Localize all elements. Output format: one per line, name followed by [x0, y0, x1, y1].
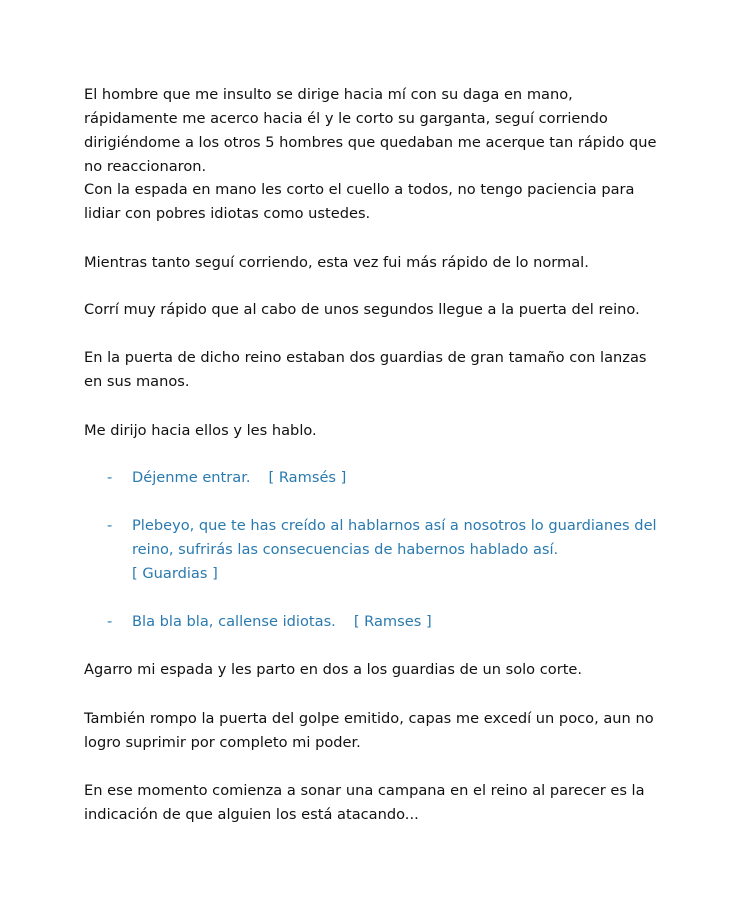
dialogue-speaker: [ Guardias ]: [132, 565, 218, 582]
dialogue-text: Déjenme entrar.: [132, 469, 251, 486]
paragraph: Con la espada en mano les corto el cuello a todos, no tengo paciencia para lidiar con pobres idiotas como ustedes.: [84, 181, 635, 222]
paragraph: El hombre que me insulto se dirige hacia mí con su daga en mano, rápidamente me acerco hacia él y le corto su garganta, seguí corriendo dirigiéndome a los otros 5 hombres que quedaban me acerque tan rápido que no reaccionaron.: [84, 86, 657, 175]
paragraph: También rompo la puerta del golpe emitido, capas me excedí un poco, aun no logro suprimir por completo mi poder.: [84, 710, 654, 751]
paragraph: Me dirijo hacia ellos y les hablo.: [84, 422, 317, 439]
dialogue-speaker: [ Ramsés ]: [268, 469, 347, 486]
dialogue-line: [107, 610, 667, 634]
paragraph: En la puerta de dicho reino estaban dos guardias de gran tamaño con lanzas en sus manos.: [84, 349, 647, 390]
dialogue-text: Bla bla bla, callense idiotas.: [132, 613, 336, 630]
dialogue-line: [107, 466, 667, 490]
dialogue-dash: -: [107, 469, 113, 486]
paragraph: Corrí muy rápido que al cabo de unos segundos llegue a la puerta del reino.: [84, 301, 640, 318]
dialogue-speaker: [ Ramses ]: [353, 613, 432, 630]
dialogue-dash: -: [107, 517, 113, 534]
paragraph: En ese momento comienza a sonar una campana en el reino al parecer es la indicación de que alguien los está atacando...: [84, 782, 645, 823]
dialogue-dash: -: [107, 613, 113, 630]
paragraph: Agarro mi espada y les parto en dos a los guardias de un solo corte.: [84, 661, 583, 678]
dialogue-text: Plebeyo, que te has creído al hablarnos así a nosotros lo guardianes del reino, sufrirás las consecuencias de habernos hablado así.: [132, 517, 657, 558]
paragraph: Mientras tanto seguí corriendo, esta vez fui más rápido de lo normal.: [84, 254, 589, 271]
dialogue-line: [107, 514, 667, 586]
